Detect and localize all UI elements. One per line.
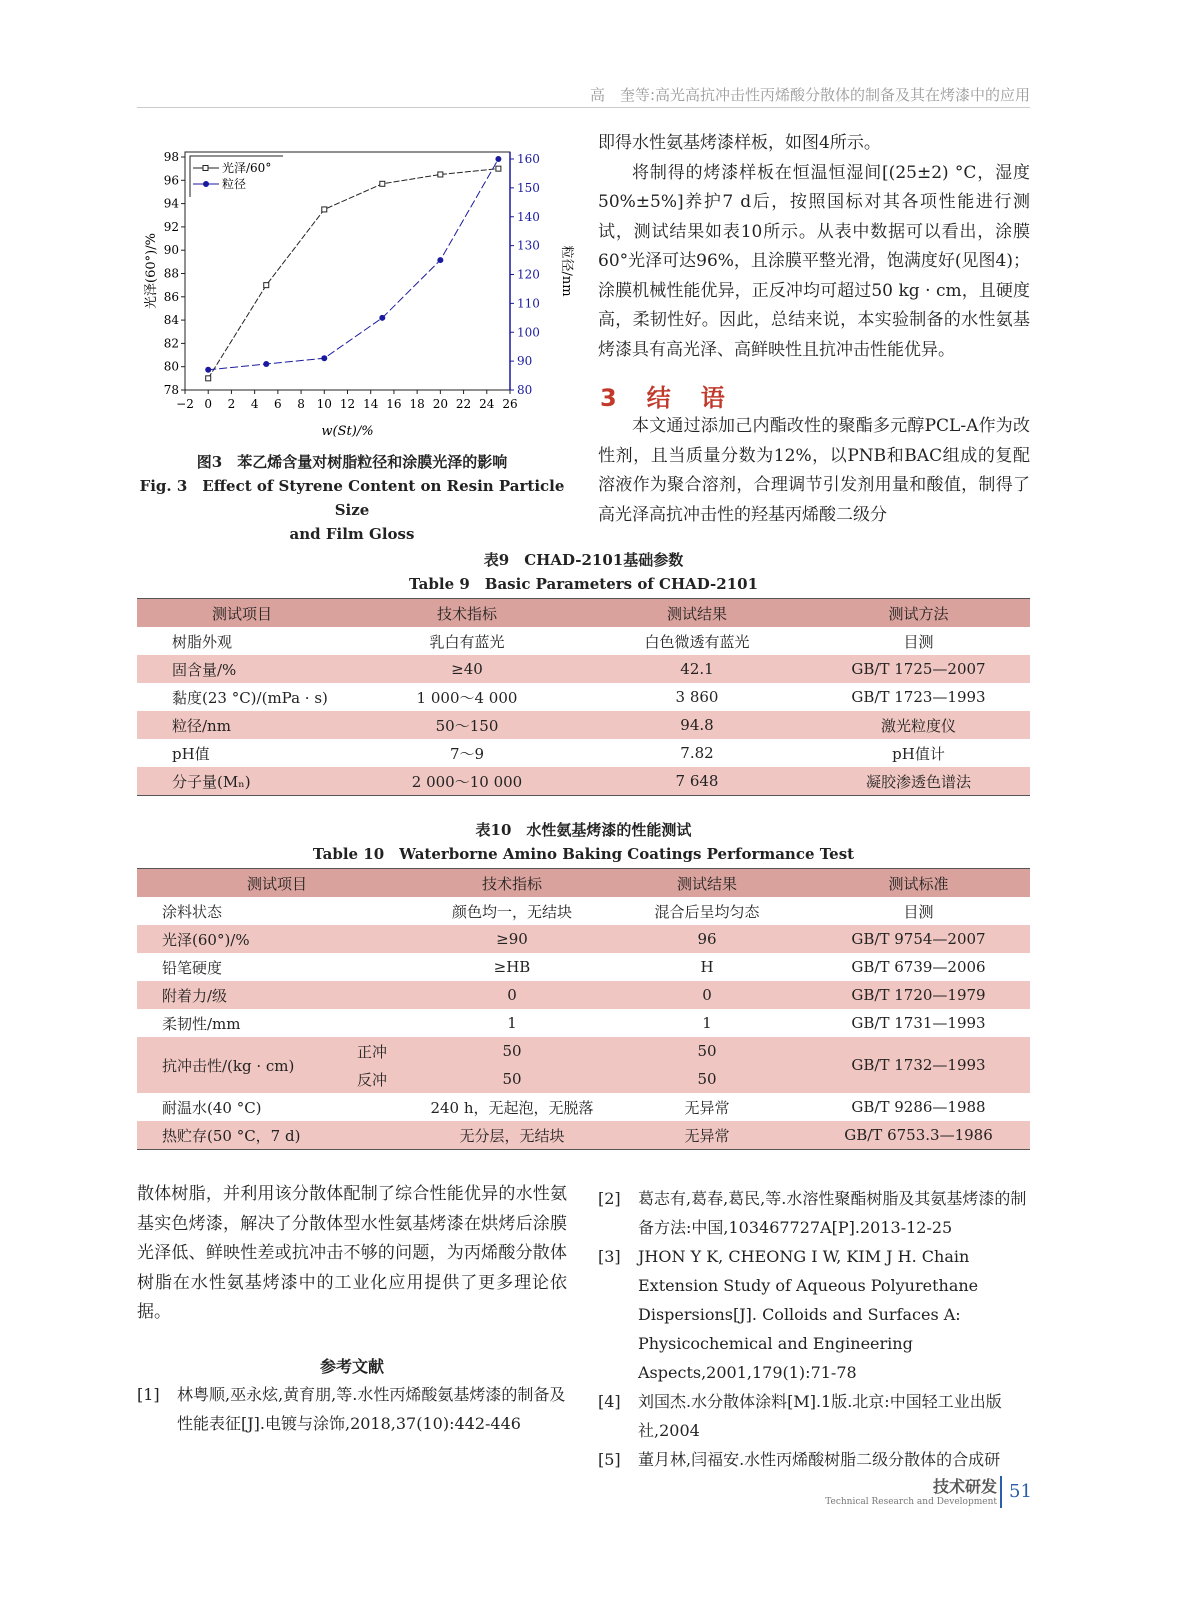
table-cell: 42.1 xyxy=(587,655,807,683)
caption-en-2: and Film Gloss xyxy=(289,525,415,543)
table-cell: 1 xyxy=(507,1014,517,1032)
data-point xyxy=(321,355,327,361)
table-cell: 无异常 xyxy=(607,1121,807,1150)
table-cell: pH值计 xyxy=(892,744,945,763)
table-cell: 涂料状态 xyxy=(162,902,223,921)
table-row xyxy=(137,1009,1030,1037)
y-left-tick-label: 96 xyxy=(163,173,179,188)
table-cell: 混合后呈均匀态 xyxy=(654,902,760,921)
reference-text: JHON Y K, CHEONG I W, KIM J H. Chain Extension Study of Aqueous Polyurethane Dispersions[J]. Colloids and Surfaces A: Physicochemical and Engineering Aspects,2001,179(1):71-78 xyxy=(638,1247,979,1382)
paragraph: 本文通过添加己内酯改性的聚酯多元醇PCL-A作为改性剂，且当质量分数为12%，以PNB和BAC组成的复配溶液作为聚合溶剂，合理调节引发剂用量和酸值，制得了高光泽高抗冲击性的羟基丙烯酸二级分 xyxy=(598,416,1030,525)
legend-marker xyxy=(203,181,209,187)
table-cell: 240 h，无起泡，无脱落 xyxy=(430,1098,594,1117)
table-title-cn: 表9 CHAD-2101基础参数 xyxy=(483,551,684,569)
y-left-tick-label: 86 xyxy=(163,289,179,304)
x-tick-label: 2 xyxy=(227,397,236,411)
table-cell: 50 xyxy=(417,1037,607,1065)
x-tick-label: 24 xyxy=(479,397,495,411)
column-header: 测试方法 xyxy=(807,599,1030,628)
reference-number: [1] xyxy=(137,1385,160,1404)
y-left-tick-label: 98 xyxy=(163,150,179,164)
bottom-left-text xyxy=(137,1180,567,1328)
reference-item xyxy=(598,1387,1030,1445)
table-cell: 粒径/nm xyxy=(137,711,347,739)
footer-divider xyxy=(1000,1476,1002,1508)
x-tick-label: 12 xyxy=(339,397,356,411)
table-cell: 附着力/级 xyxy=(137,981,417,1009)
table-cell: 正冲 xyxy=(327,1037,417,1065)
x-tick-label: 4 xyxy=(250,397,259,411)
table-title-en: Table 9 Basic Parameters of CHAD-2101 xyxy=(408,575,759,593)
table-cell: 50 xyxy=(607,1037,807,1065)
table-cell: 抗冲击性/(kg · cm) xyxy=(137,1037,327,1093)
table-cell: ≥90 xyxy=(417,925,607,953)
footer-section-en: Technical Research and Development xyxy=(825,1497,997,1507)
table-cell: 1 000～4 000 xyxy=(416,688,518,707)
x-tick-label: −2 xyxy=(176,397,194,411)
table-row xyxy=(137,897,1030,925)
table-cell: 凝胶渗透色谱法 xyxy=(807,767,1030,796)
y-left-axis-label: 光泽(60°)/% xyxy=(144,233,159,309)
table-cell: 无异常 xyxy=(684,1098,730,1117)
y-right-tick-label: 140 xyxy=(517,209,540,224)
page-number: 51 xyxy=(1009,1481,1032,1502)
x-tick-label: 20 xyxy=(432,397,448,411)
series-line xyxy=(208,169,498,379)
table-row xyxy=(137,767,1030,796)
x-tick-label: 6 xyxy=(274,397,282,411)
y-left-tick-label: 88 xyxy=(163,266,179,281)
table-cell: GB/T 1723—1993 xyxy=(851,688,986,706)
reference-item xyxy=(598,1445,1030,1474)
table-cell: 目测 xyxy=(903,632,934,651)
y-right-tick-label: 80 xyxy=(517,383,533,397)
table-cell: 7 648 xyxy=(587,767,807,796)
data-point xyxy=(322,207,327,212)
reference-item xyxy=(598,1184,1030,1242)
table-cell: 目测 xyxy=(903,902,934,921)
data-point xyxy=(263,361,269,367)
reference-item xyxy=(137,1380,567,1438)
table-cell: 3 860 xyxy=(675,688,719,706)
table-row xyxy=(137,655,1030,683)
table-row xyxy=(137,627,1030,655)
table-cell: 0 xyxy=(607,981,807,1009)
table-10 xyxy=(137,868,1030,1150)
y-left-tick-label: 82 xyxy=(163,336,179,351)
table-cell: 50 xyxy=(607,1065,807,1093)
table-row xyxy=(137,739,1030,767)
table-cell: 光泽(60°)/% xyxy=(137,925,417,953)
x-tick-label: 14 xyxy=(363,397,379,411)
paragraph: 散体树脂，并利用该分散体配制了综合性能优异的水性氨基实色烤漆，解决了分散体型水性氨基烤漆在烘烤后涂膜光泽低、鲜映性差或抗冲击不够的问题，为丙烯酸分散体树脂在水性氨基烤漆中的工业化应用提供了更多理论依据。 xyxy=(137,1184,567,1322)
reference-item xyxy=(598,1242,1030,1387)
x-tick-label: 22 xyxy=(455,397,472,411)
reference-text: 葛志有,葛春,葛民,等.水溶性聚酯树脂及其氨基烤漆的制备方法:中国,103467727A[P].2013-12-25 xyxy=(638,1189,1027,1237)
data-point xyxy=(379,315,385,321)
column-header: 测试项目 xyxy=(137,869,417,898)
references-right xyxy=(598,1184,1030,1474)
table-cell: 96 xyxy=(607,925,807,953)
table-cell: 柔韧性/mm xyxy=(162,1014,241,1033)
running-header: 高 奎等:高光高抗冲击性丙烯酸分散体的制备及其在烤漆中的应用 xyxy=(589,86,1030,104)
reference-number: [3] xyxy=(598,1247,621,1266)
column-header: 测试结果 xyxy=(607,869,807,898)
column-header: 测试结果 xyxy=(587,599,807,628)
reference-number: [4] xyxy=(598,1392,621,1411)
x-tick-label: 0 xyxy=(204,397,213,411)
references-title: 参考文献 xyxy=(319,1357,384,1376)
y-left-tick-label: 94 xyxy=(163,196,179,211)
table-row xyxy=(137,953,1030,981)
table-9 xyxy=(137,598,1030,796)
x-tick-label: 18 xyxy=(409,397,425,411)
conclusion-text xyxy=(598,412,1030,530)
y-right-tick-label: 160 xyxy=(517,152,540,166)
table-row xyxy=(137,925,1030,953)
data-point xyxy=(437,257,443,263)
y-right-tick-label: 130 xyxy=(517,238,540,253)
table-cell: 颜色均一，无结块 xyxy=(451,902,572,921)
table-cell: 铅笔硬度 xyxy=(162,958,223,977)
y-right-tick-label: 110 xyxy=(517,296,540,311)
footer-section-cn: 技术研发 xyxy=(932,1477,997,1496)
table-cell: 50 xyxy=(417,1065,607,1093)
table-cell: 分子量(Mₙ) xyxy=(137,767,347,796)
table-cell: 乳白有蓝光 xyxy=(429,632,505,651)
reference-text: 刘国杰.水分散体涂料[M].1版.北京:中国轻工业出版社,2004 xyxy=(638,1392,1002,1440)
footer-section xyxy=(825,1474,997,1507)
table-row xyxy=(137,1037,1030,1065)
data-point xyxy=(380,181,385,186)
table-cell: ≥HB xyxy=(493,958,531,976)
x-tick-label: 10 xyxy=(316,397,332,411)
x-tick-label: 16 xyxy=(386,397,402,411)
data-point xyxy=(496,166,501,171)
table-cell: 7.82 xyxy=(680,744,714,762)
paragraph: 即得水性氨基烤漆样板，如图4所示。 xyxy=(598,133,881,153)
data-point xyxy=(206,376,211,381)
column-header: 技术指标 xyxy=(347,599,587,628)
y-left-tick-label: 84 xyxy=(163,313,179,328)
figure-3-chart xyxy=(135,140,575,440)
y-right-axis-label: 粒径/nm xyxy=(559,245,574,297)
table-cell: 94.8 xyxy=(587,711,807,739)
table-row xyxy=(137,1093,1030,1121)
y-right-tick-label: 120 xyxy=(517,267,540,282)
series-line xyxy=(208,159,498,370)
reference-number: [5] xyxy=(598,1450,621,1469)
paragraph: 将制得的烤漆样板在恒温恒湿间[(25±2) °C，湿度50%±5%]养护7 d后，按照国标对其各项性能进行测试，测试结果如表10所示。从表中数据可以看出，涂膜60°光泽可达96%，且涂膜平整光滑，饱满度好(见图4)；涂膜机械性能优异，正反冲均可超过50 kg · cm，且硬度高，柔韧性好。因此，总结来说，本实验制备的水性氨基烤漆具有高光泽、高鲜映性且抗冲击性能优异。 xyxy=(598,162,1030,360)
legend-label: 光泽/60° xyxy=(222,161,272,175)
table-title-cn: 表10 水性氨基烤漆的性能测试 xyxy=(475,821,692,839)
table-cell: 反冲 xyxy=(327,1065,417,1093)
y-right-tick-label: 90 xyxy=(517,354,533,369)
table-cell: GB/T 1725—2007 xyxy=(807,655,1030,683)
table-cell: GB/T 9754—2007 xyxy=(807,925,1030,953)
column-header: 测试标准 xyxy=(807,869,1030,898)
reference-number: [2] xyxy=(598,1189,621,1208)
table-row xyxy=(137,711,1030,739)
caption-cn: 图3 苯乙烯含量对树脂粒径和涂膜光泽的影响 xyxy=(196,453,508,471)
figure-caption xyxy=(137,450,567,546)
table-cell: 白色微透有蓝光 xyxy=(644,632,750,651)
table-cell: 7～9 xyxy=(449,744,485,763)
legend-marker xyxy=(203,166,208,171)
reference-text: 董月林,闫福安.水性丙烯酸树脂二级分散体的合成研 xyxy=(638,1450,1001,1469)
table-row xyxy=(137,981,1030,1009)
table-cell: 2 000～10 000 xyxy=(347,767,587,796)
table-row xyxy=(137,1121,1030,1150)
table-cell: 耐温水(40 °C) xyxy=(162,1098,262,1117)
data-point xyxy=(495,156,501,162)
data-point xyxy=(205,367,211,373)
y-right-tick-label: 100 xyxy=(517,325,540,340)
table-cell: GB/T 1720—1979 xyxy=(807,981,1030,1009)
legend-label: 粒径 xyxy=(222,177,247,191)
table-cell: 0 xyxy=(417,981,607,1009)
table-cell: ≥40 xyxy=(347,655,587,683)
table-cell: 激光粒度仪 xyxy=(807,711,1030,739)
table-cell: GB/T 1732—1993 xyxy=(807,1037,1030,1093)
y-left-tick-label: 92 xyxy=(163,219,179,234)
table-row xyxy=(137,683,1030,711)
y-left-tick-label: 90 xyxy=(163,243,179,258)
table-cell: 固含量/% xyxy=(137,655,347,683)
header-divider xyxy=(137,107,1030,108)
data-point xyxy=(264,283,269,288)
table-cell: 1 xyxy=(702,1014,712,1032)
reference-text: 林粤顺,巫永炫,黄育朋,等.水性丙烯酸氨基烤漆的制备及性能表征[J].电镀与涂饰,2018,37(10):442-446 xyxy=(177,1385,566,1433)
y-left-tick-label: 80 xyxy=(163,359,179,374)
table-cell: H xyxy=(700,958,714,976)
table-cell: 热贮存(50 °C，7 d) xyxy=(137,1121,417,1150)
table-cell: GB/T 1731—1993 xyxy=(851,1014,986,1032)
table-cell: 黏度(23 °C)/(mPa · s) xyxy=(172,688,328,707)
table-cell: GB/T 9286—1988 xyxy=(851,1098,986,1116)
y-left-tick-label: 78 xyxy=(163,383,179,397)
table-9-title xyxy=(137,548,1030,596)
table-10-title xyxy=(137,818,1030,866)
x-tick-label: 26 xyxy=(502,397,518,411)
right-column-text xyxy=(598,129,1030,365)
table-cell: 50～150 xyxy=(347,711,587,739)
y-right-tick-label: 150 xyxy=(517,180,540,195)
caption-en-1: Fig. 3 Effect of Styrene Content on Resin Particle Size xyxy=(139,477,565,519)
references-left xyxy=(137,1380,567,1438)
table-cell: pH值 xyxy=(172,744,210,763)
table-title-en: Table 10 Waterborne Amino Baking Coatings Performance Test xyxy=(312,845,855,863)
x-axis-label: w(St)/% xyxy=(321,424,374,439)
column-header: 测试项目 xyxy=(137,599,347,628)
section-title: 3 结 语 xyxy=(600,384,728,412)
table-cell: GB/T 6753.3—1986 xyxy=(807,1121,1030,1150)
column-header: 技术指标 xyxy=(417,869,607,898)
data-point xyxy=(438,172,443,177)
table-cell: 树脂外观 xyxy=(172,632,233,651)
x-tick-label: 8 xyxy=(297,397,305,411)
table-cell: GB/T 6739—2006 xyxy=(851,958,986,976)
table-cell: 无分层，无结块 xyxy=(417,1121,607,1150)
